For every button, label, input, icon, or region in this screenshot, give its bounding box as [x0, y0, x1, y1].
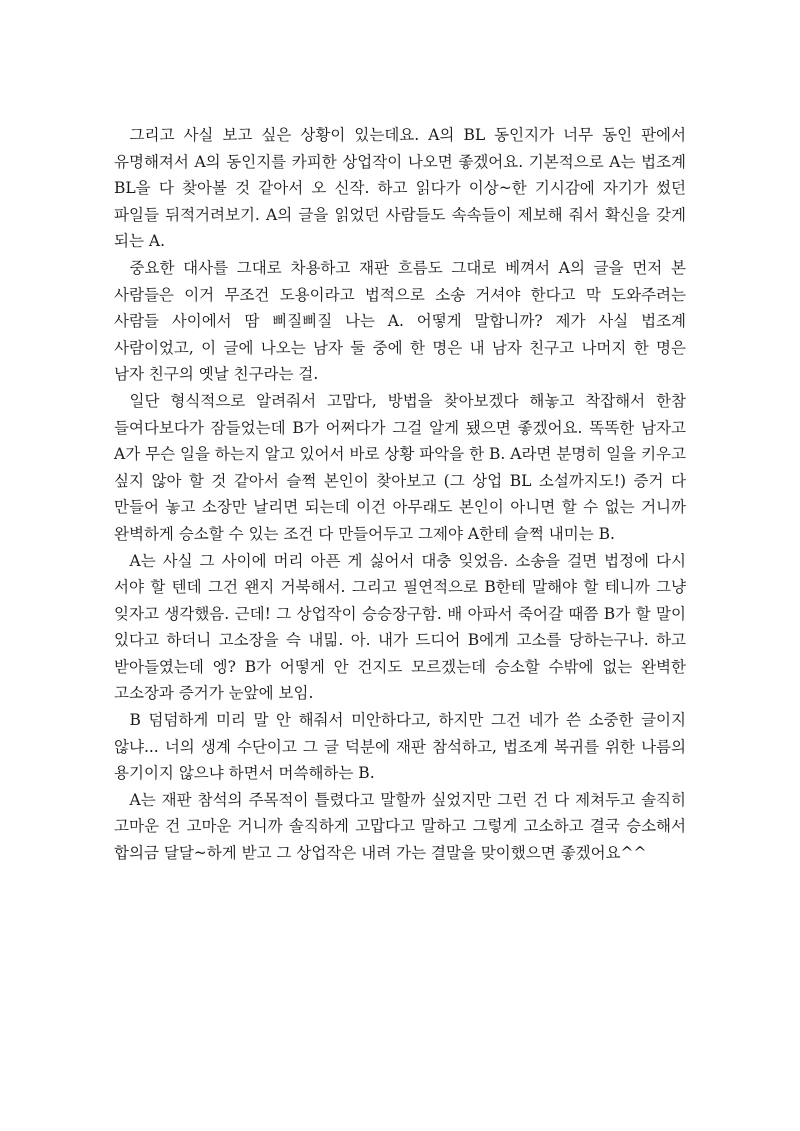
paragraph-3: 일단 형식적으로 알려줘서 고맙다, 방법을 찾아보겠다 해놓고 착잡해서 한참 들여다보다가 잠들었는데 B가 어쩌다가 그걸 알게 됐으면 좋겠어요. 똑똑한 남자고 A가 무슨 일을 하는지 알고 있어서 바로 상황 파악을 한 B. A라면 분명히 일을 키우고 싶지 않아 할 것 같아서 슬쩍 본인이 찾아보고 (그 상업 BL 소설까지도!) 증거 다 만들어 놓고 소장만 날리면 되는데 이건 아무래도 본인이 아니면 할 수 없는 거니까 완벽하게 승소할 수 있는 조건 다 만들어두고 그제야 A한테 슬쩍 내미는 B.	[114, 391, 686, 543]
paragraph-1: 그리고 사실 보고 싶은 상황이 있는데요. A의 BL 동인지가 너무 동인 판에서 유명해져서 A의 동인지를 카피한 상업작이 나오면 좋겠어요. 기본적으로 A는 법조계 BL을 다 찾아볼 것 같아서 오 신작. 하고 읽다가 이상~한 기시감에 자기가 썼던 파일들 뒤적거려보기. A의 글을 읽었던 사람들도 속속들이 제보해 줘서 확신을 갖게 되는 A.	[114, 126, 686, 251]
paragraph-4: A는 사실 그 사이에 머리 아픈 게 싫어서 대충 잊었음. 소송을 걸면 법정에 다시 서야 할 텐데 그건 왠지 거북해서. 그리고 필연적으로 B한테 말해야 할 테니까 그냥 잊자고 생각했음. 근데! 그 상업작이 승승장구함. 배 아파서 죽어갈 때쯤 B가 할 말이 있다고 하더니 고소장을 슥 내밂. 아. 내가 드디어 B에게 고소를 당하는구나. 하고 받아들였는데 엥? B가 어떻게 안 건지도 모르겠는데 승소할 수밖에 없는 완벽한 고소장과 증거가 눈앞에 보임.	[114, 551, 686, 703]
document-body	[114, 122, 686, 867]
paragraph-5: B 덤덤하게 미리 말 안 해줘서 미안하다고, 하지만 그건 네가 쓴 소중한 글이지 않냐... 너의 생계 수단이고 그 글 덕분에 재판 참석하고, 법조계 복귀를 위한 나름의 용기이지 않으냐 하면서 머쓱해하는 B.	[114, 711, 686, 783]
paragraph-6: A는 재판 참석의 주목적이 틀렸다고 말할까 싶었지만 그런 건 다 제쳐두고 솔직히 고마운 건 고마운 거니까 솔직하게 고맙다고 말하고 그렇게 고소하고 결국 승소해서 합의금 달달~하게 받고 그 상업작은 내려 가는 결말을 맞이했으면 좋겠어요^^	[114, 790, 686, 863]
paragraph-2: 중요한 대사를 그대로 차용하고 재판 흐름도 그대로 베껴서 A의 글을 먼저 본 사람들은 이거 무조건 도용이라고 법적으로 소송 거셔야 한다고 막 도와주려는 사람들 사이에서 땀 삐질삐질 나는 A. 어떻게 말합니까? 제가 사실 법조계 사람이었고, 이 글에 나오는 남자 둘 중에 한 명은 내 남자 친구고 나머지 한 명은 남자 친구의 옛날 친구라는 걸.	[114, 258, 686, 384]
